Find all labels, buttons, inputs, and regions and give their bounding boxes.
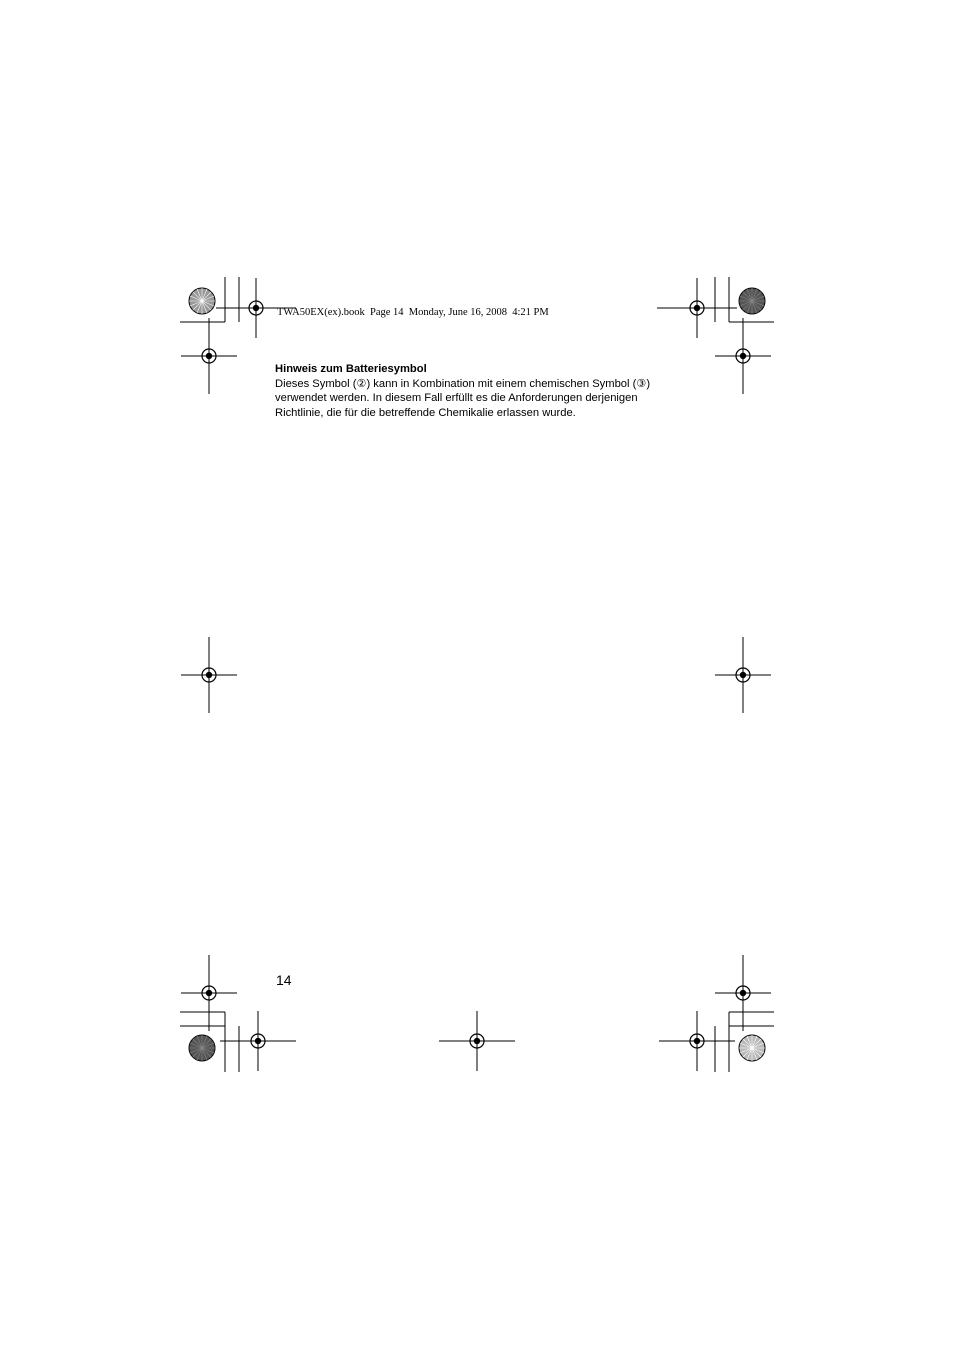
- registration-mark-icon: [715, 637, 771, 713]
- page-number: 14: [276, 972, 292, 988]
- registration-mark-icon: [181, 318, 237, 394]
- color-wheel-icon: [739, 288, 765, 314]
- registration-mark-icon: [181, 637, 237, 713]
- color-wheel-icon: [189, 288, 215, 314]
- battery-symbol-note: [275, 362, 695, 420]
- color-wheel-icon: [189, 1035, 215, 1061]
- registration-mark-icon: [439, 1011, 515, 1071]
- registration-mark-icon: [657, 278, 737, 338]
- section-heading: Hinweis zum Batteriesymbol: [275, 363, 427, 375]
- registration-mark-icon: [220, 1011, 296, 1071]
- registration-mark-icon: [715, 318, 771, 394]
- body-line: Dieses Symbol (②) kann in Kombination mit einem chemischen Symbol (③): [275, 377, 651, 390]
- body-line: Richtlinie, die für die betreffende Chemikalie erlassen wurde.: [275, 406, 576, 419]
- registration-mark-icon: [659, 1011, 735, 1071]
- book-slug-line: TWA50EX(ex).book Page 14 Monday, June 16, 2008 4:21 PM: [277, 307, 549, 318]
- body-line: verwendet werden. In diesem Fall erfüllt es die Anforderungen derjenigen: [275, 392, 638, 404]
- registration-mark-icon: [715, 955, 771, 1031]
- color-wheel-icon: [739, 1035, 765, 1061]
- registration-mark-icon: [181, 955, 237, 1031]
